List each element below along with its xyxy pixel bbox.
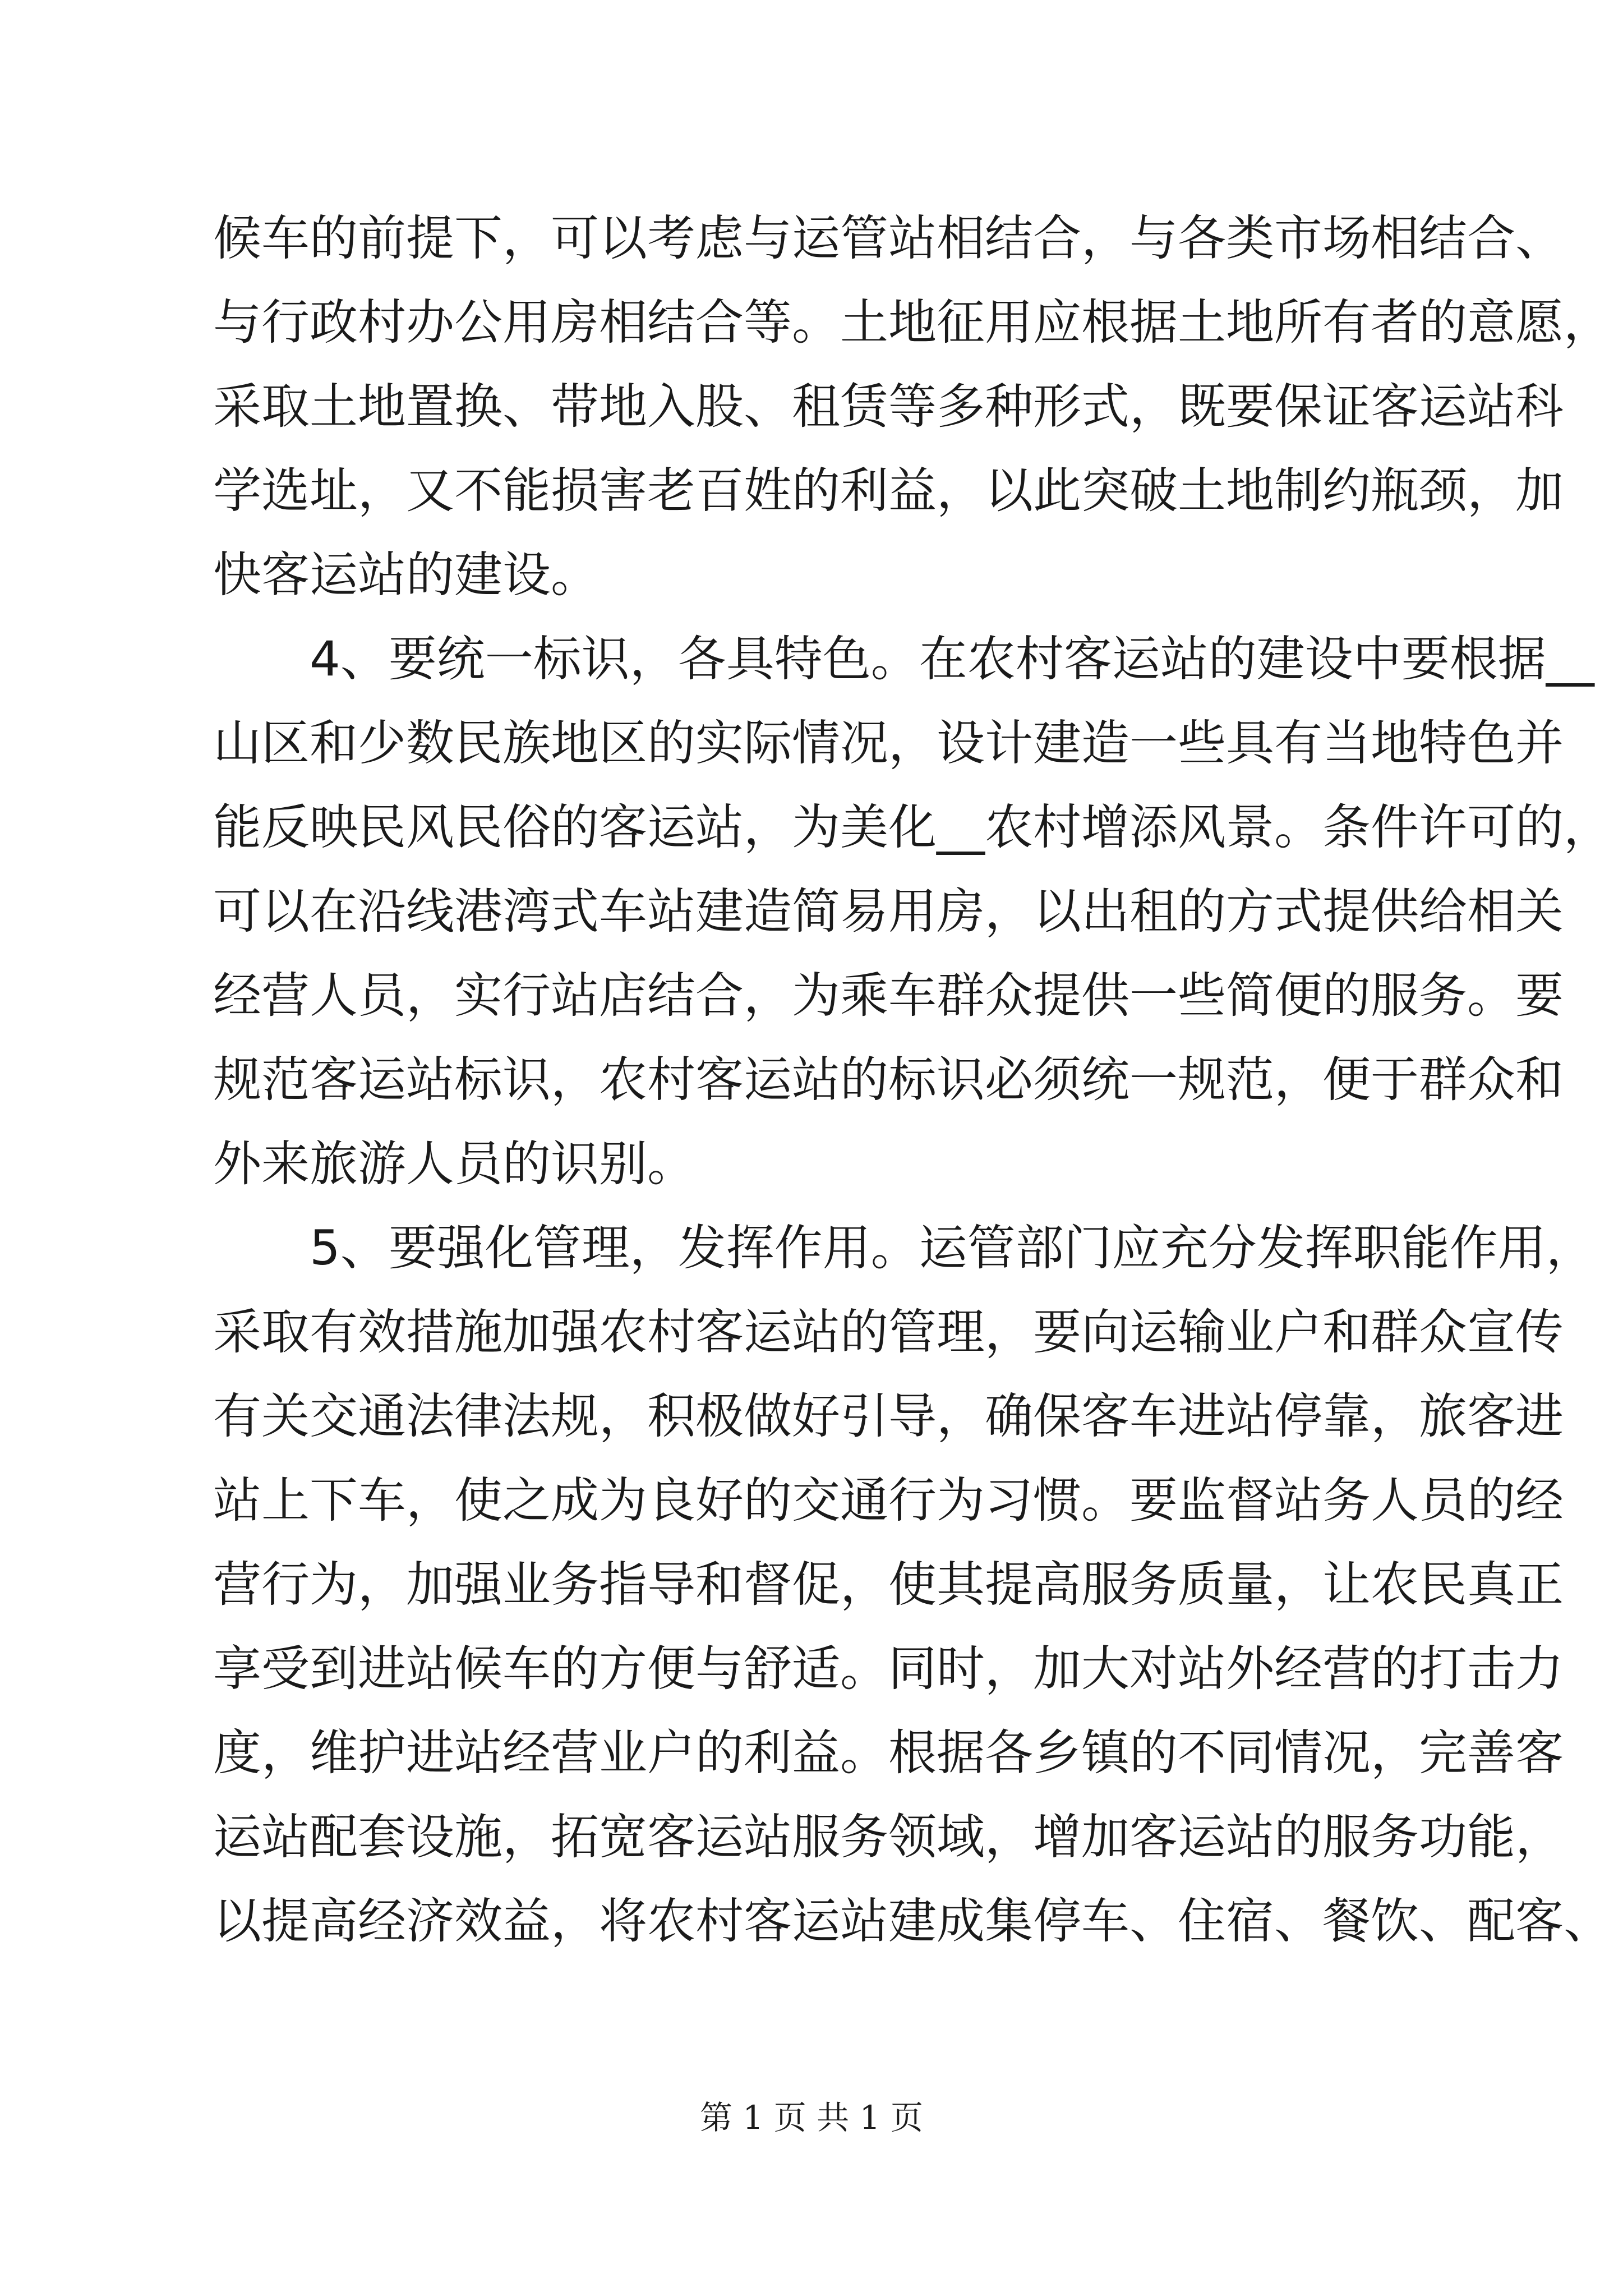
text-line-3: 采取土地置换、带地入股、租赁等多种形式，既要保证客运站科 [213,379,1564,435]
page-number-label: 第 1 页 共 1 页 [700,2099,923,2137]
text-line-17: 营行为，加强业务指导和督促，使其提高服务质量，让农民真正 [213,1557,1564,1613]
text-line-1: 候车的前提下，可以考虑与运管站相结合，与各类市场相结合、 [213,210,1564,266]
text-line-12: 外来旅游人员的识别。 [213,1136,695,1192]
text-line-13: 5、要强化管理，发挥作用。运管部门应充分发挥职能作用， [213,1220,1594,1276]
document-body [213,196,1612,1963]
text-line-21: 以提高经济效益，将农村客运站建成集停车、住宿、餐饮、配客、 [213,1893,1612,1949]
text-line-11: 规范客运站标识，农村客运站的标识必须统一规范，便于群众和 [213,1052,1564,1108]
text-line-4: 学选址，又不能损害老百姓的利益，以此突破土地制约瓶颈，加 [213,463,1564,519]
text-line-9: 可以在沿线港湾式车站建造简易用房，以出租的方式提供给相关 [213,884,1564,940]
text-line-19: 度，维护进站经营业户的利益。根据各乡镇的不同情况，完善客 [213,1725,1564,1781]
text-line-8: 能反映民风民俗的客运站，为美化__农村增添风景。条件许可的， [213,799,1612,855]
text-line-10: 经营人员，实行站店结合，为乘车群众提供一些简便的服务。要 [213,968,1564,1024]
text-line-7: 山区和少数民族地区的实际情况，设计建造一些具有当地特色并 [213,715,1564,771]
page-footer [0,2095,1623,2140]
text-line-2: 与行政村办公用房相结合等。土地征用应根据土地所有者的意愿， [213,295,1612,351]
text-line-20: 运站配套设施，拓宽客运站服务领域，增加客运站的服务功能， [213,1809,1564,1865]
text-line-6: 4、要统一标识，各具特色。在农村客运站的建设中要根据__ [213,631,1594,687]
text-line-14: 采取有效措施加强农村客运站的管理，要向运输业户和群众宣传 [213,1304,1564,1360]
text-line-18: 享受到进站候车的方便与舒适。同时，加大对站外经营的打击力 [213,1641,1564,1697]
text-line-5: 快客运站的建设。 [213,547,599,603]
text-line-16: 站上下车，使之成为良好的交通行为习惯。要监督站务人员的经 [213,1473,1564,1529]
text-line-15: 有关交通法律法规，积极做好引导，确保客车进站停靠，旅客进 [213,1388,1564,1444]
